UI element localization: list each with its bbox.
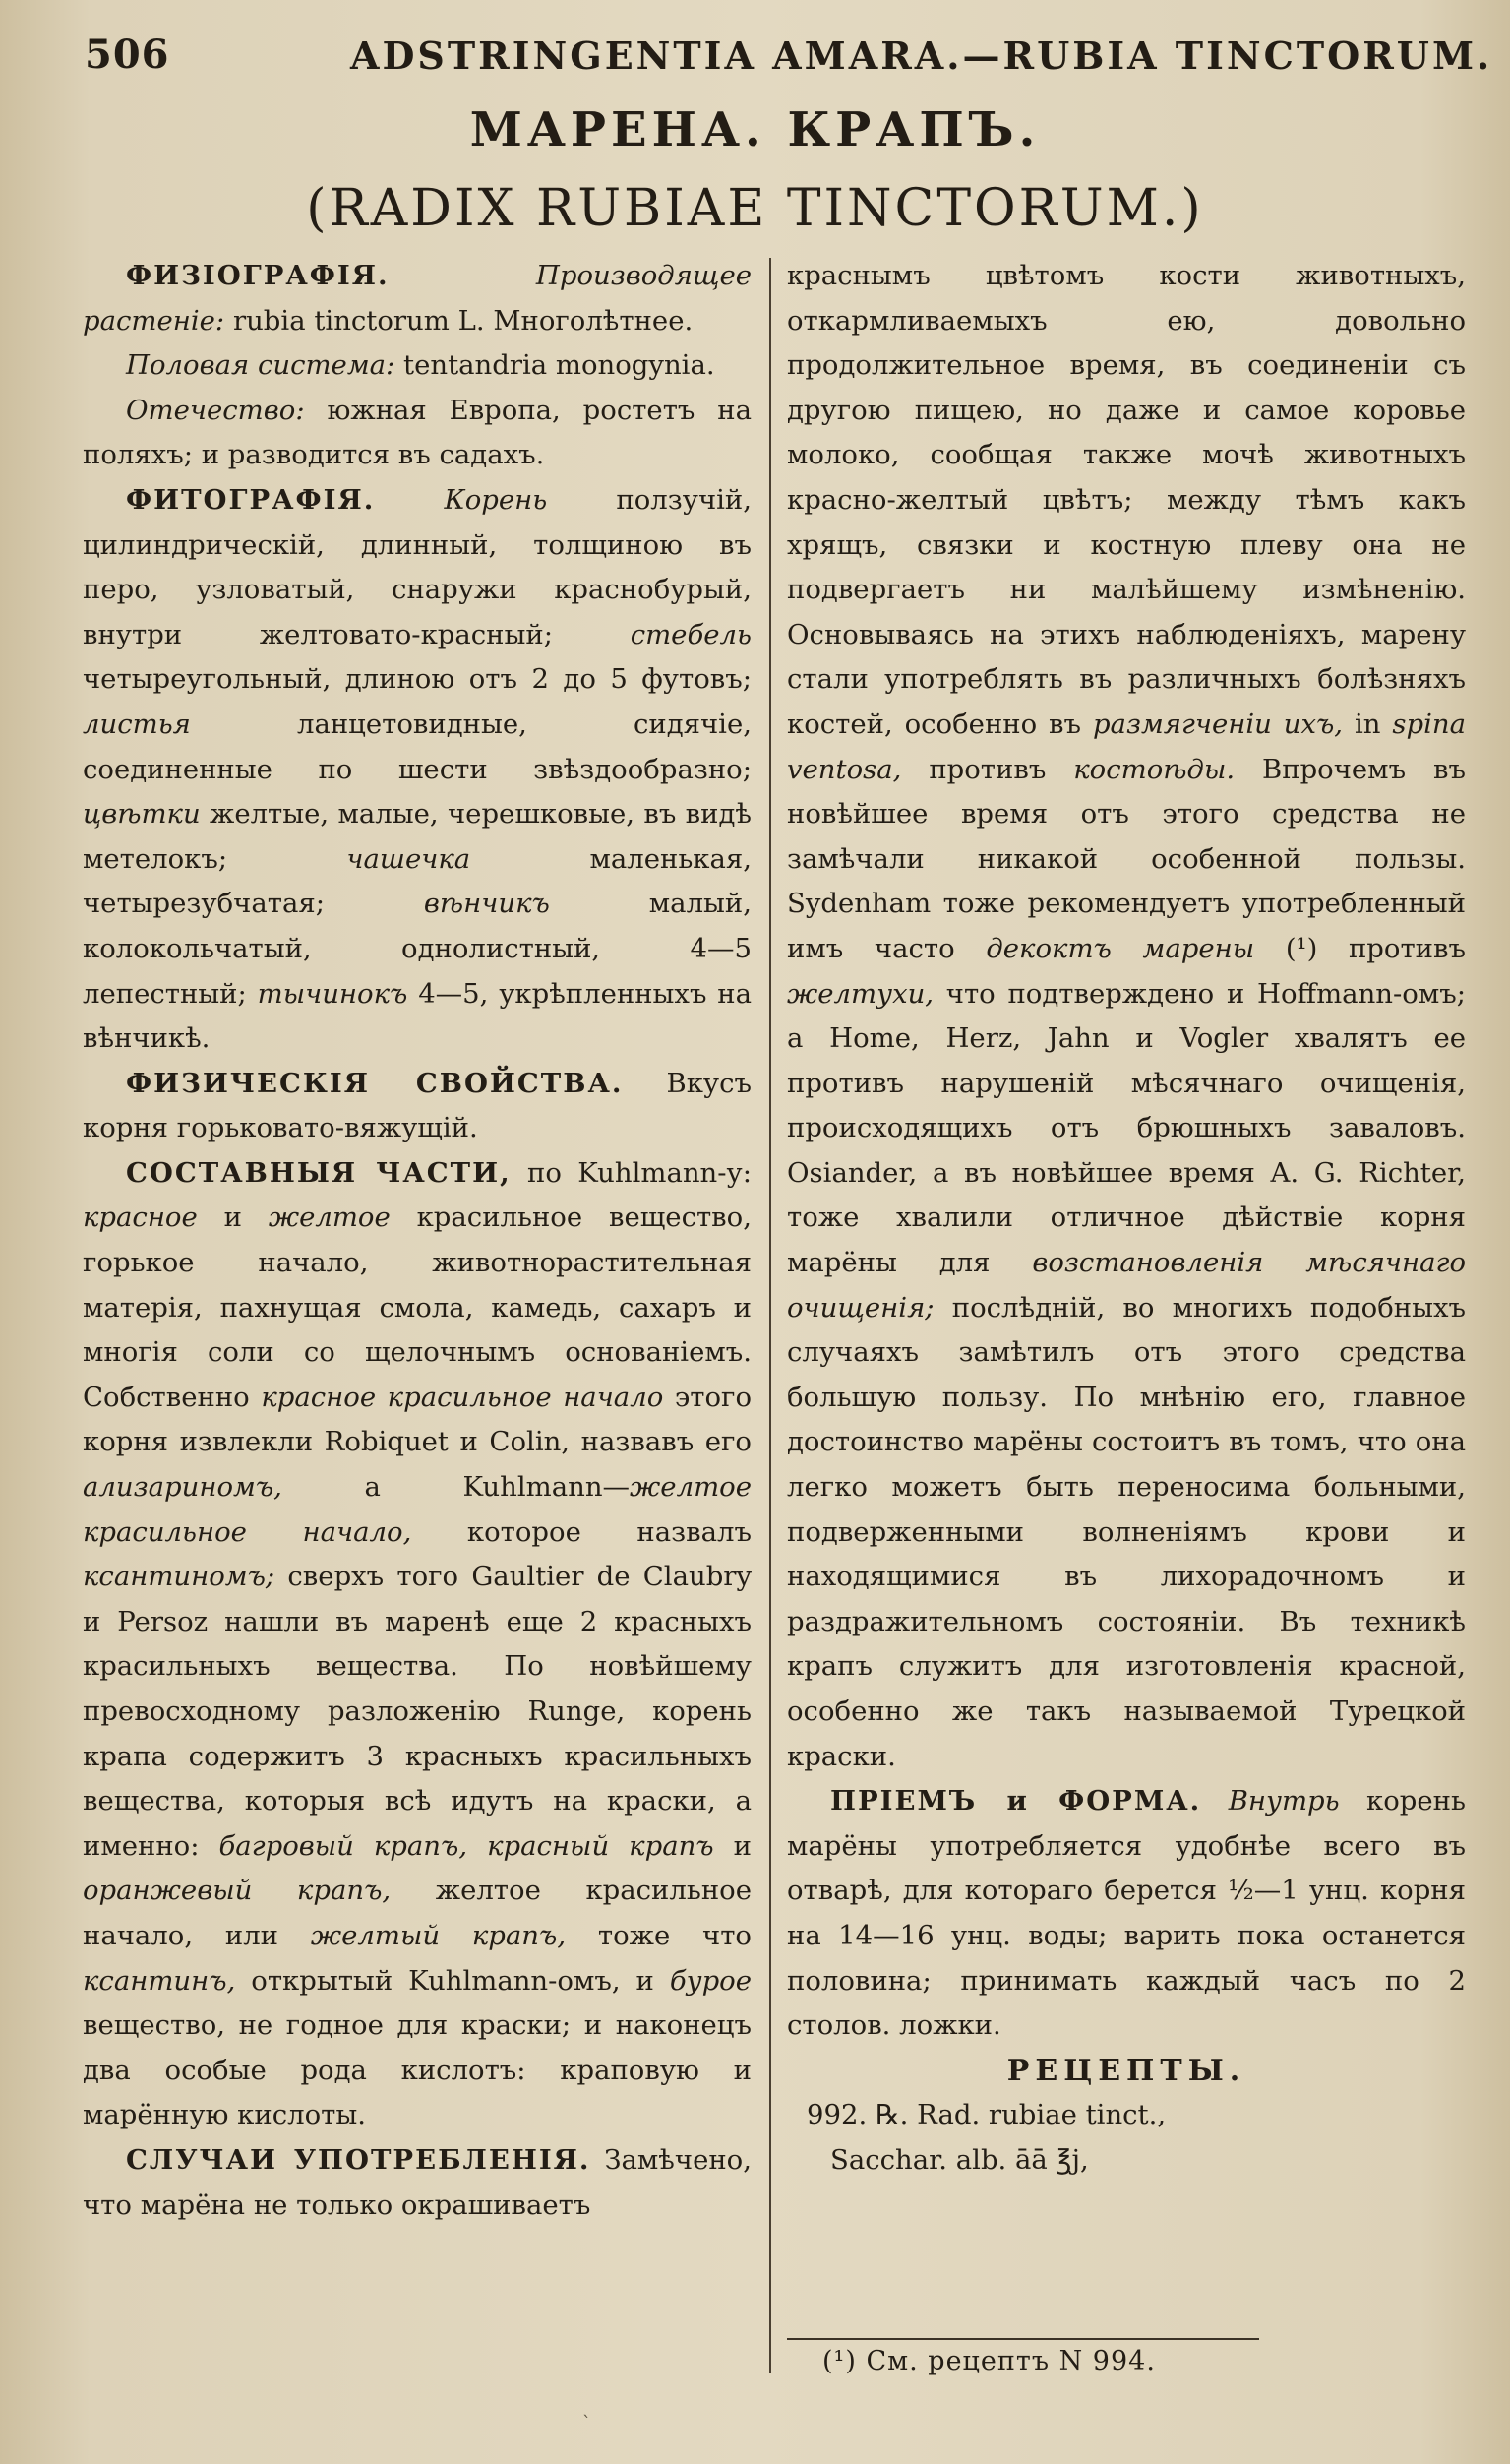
sexual-system-paragraph: Половая система: tentandria monogynia.	[126, 349, 715, 382]
dosage-paragraph: ПРІЕМЪ и ФОРМА. Внутрь корень марёны употребляется удобнѣе всего въ отварѣ, для котораго берется ½—1 унц. корня на 14—16 унц. воды; варить пока останется половина; принимать каждый часъ по 2 столов. ложки.	[787, 1785, 1466, 2042]
physical-properties-paragraph: ФИЗИЧЕСКІЯ СВОЙСТВА. Вкусъ корня горьковато-вяжущій.	[83, 1067, 752, 1144]
physiography-paragraph: ФИЗІОГРАФІЯ. Производящее растеніе: rubia tinctorum L. Многолѣтнее.	[83, 260, 752, 337]
uses-continued-paragraph: краснымъ цвѣтомъ кости животныхъ, откармливаемыхъ ею, довольно продолжительное время, въ соединеніи съ другою пищею, но даже и самое коровье молоко, сообщая также мочѣ животныхъ красно-желтый цвѣтъ; между тѣмъ какъ хрящъ, связки и костную плеву она не подвергаетъ ни малѣйшему измѣненію. Основываясь на этихъ наблюденіяхъ, марену стали употреблять въ различныхъ болѣзняхъ костей, особенно въ размягченіи ихъ, in spina ventosa, противъ костоѣды. Впрочемъ въ новѣйшее время отъ этого средства не замѣчали никакой особенной пользы. Sydenham тоже рекомендуетъ употребленный имъ часто декоктъ марены (¹) противъ желтухи, что подтверждено и Hoffmann-омъ; а Home, Herz, Jahn и Vogler хвалятъ ее противъ нарушеній мѣсячнаго очищенія, происходящихъ отъ брюшныхъ заваловъ. Osiander, а въ новѣйшее время A. G. Richter, тоже хвалили отличное дѣйствіе корня марёны для возстановленія мѣсячнаго очищенія; послѣдній, во многихъ подобныхъ случаяхъ замѣтилъ отъ этого средства большую пользу. По мнѣнію его, главное достоинство марёны состоитъ въ томъ, что она легко можетъ быть переносима больными, подверженными волненіямъ крови и находящимися въ лихорадочномъ и раздражительномъ состояніи. Въ техникѣ крапъ служитъ для изготовленія красной, особенно же такъ называемой Турецкой краски.	[787, 260, 1466, 1772]
uses-paragraph: СЛУЧАИ УПОТРЕБЛЕНІЯ. Замѣчено, что марёна не только окрашиваетъ	[83, 2143, 752, 2221]
habitat-paragraph: Отечество: южная Европа, ростетъ на поляхъ; и разводится въ садахъ.	[83, 394, 752, 471]
section-heading: СЛУЧАИ УПОТРЕБЛЕНІЯ.	[126, 2143, 591, 2176]
left-column	[83, 254, 752, 2228]
section-heading: ФИЗІОГРАФІЯ.	[126, 260, 390, 291]
recipe-line: Sacchar. alb. āā ℥j,	[830, 2143, 1089, 2176]
page-header	[85, 31, 1493, 81]
recipes-heading: РЕЦЕПТЫ.	[1006, 2053, 1246, 2088]
running-head: ADSTRINGENTIA AMARA.—RUBIA TINCTORUM.	[350, 33, 1493, 78]
article-latin-title: (RADIX RUBIAE TINCTORUM.)	[306, 179, 1204, 238]
page-number: 506	[85, 31, 170, 78]
footnote-divider	[787, 2338, 1259, 2340]
recipe-line: 992. ℞. Rad. rubiae tinct.,	[807, 2099, 1167, 2131]
phytography-paragraph: ФИТОГРАФІЯ. Корень ползучій, цилиндрическій, длинный, толщиною въ перо, узловатый, снаружи краснобурый, внутри желтовато-красный; стебель четыреугольный, длиною отъ 2 до 5 футовъ; листья ланцетовидные, сидячіе, соединенные по шести звѣздообразно; цвѣтки желтые, малые, черешковые, въ видѣ метелокъ; чашечка маленькая, четырезубчатая; вѣнчикъ малый, колокольчатый, однолистный, 4—5 лепестный; тычинокъ 4—5, укрѣпленныхъ на вѣнчикѣ.	[83, 483, 752, 1055]
printer-mark: ˋ	[582, 2413, 591, 2433]
section-heading: ФИТОГРАФІЯ.	[126, 483, 376, 516]
footnote: (¹) См. рецептъ N 994.	[822, 2346, 1156, 2376]
article-title: МАРЕНА. КРАПЪ.	[469, 102, 1041, 157]
right-column	[787, 254, 1466, 2184]
constituents-paragraph: СОСТАВНЫЯ ЧАСТИ, по Kuhlmann-у: красное и желтое красильное вещество, горькое начало, животнорастительная матерія, пахнущая смола, камедь, сахаръ и многія соли со щелочнымъ основаніемъ. Собственно красное красильное начало этого корня извлекли Robiquet и Colin, назвавъ его ализариномъ, а Kuhlmann—желтое красильное начало, которое назвалъ ксантиномъ; сверхъ того Gaultier de Claubry и Persoz нашли въ маренѣ еще 2 красныхъ красильныхъ вещества. По новѣйшему превосходному разложенію Runge, корень крапа содержитъ 3 красныхъ красильныхъ вещества, которыя всѣ идутъ на краски, а именно: багровый крапъ, красный крапъ и оранжевый крапъ, желтое красильное начало, или желтый крапъ, тоже что ксантинъ, открытый Kuhlmann-омъ, и бурое вещество, не годное для краски; и наконецъ два особые рода кислотъ: краповую и марённую кислоты.	[83, 1156, 753, 2131]
section-heading: ПРІЕМЪ и ФОРМА.	[830, 1785, 1202, 1817]
section-heading: СОСТАВНЫЯ ЧАСТИ,	[126, 1156, 512, 1189]
section-heading: ФИЗИЧЕСКІЯ СВОЙСТВА.	[126, 1067, 624, 1099]
column-divider	[769, 258, 771, 2373]
